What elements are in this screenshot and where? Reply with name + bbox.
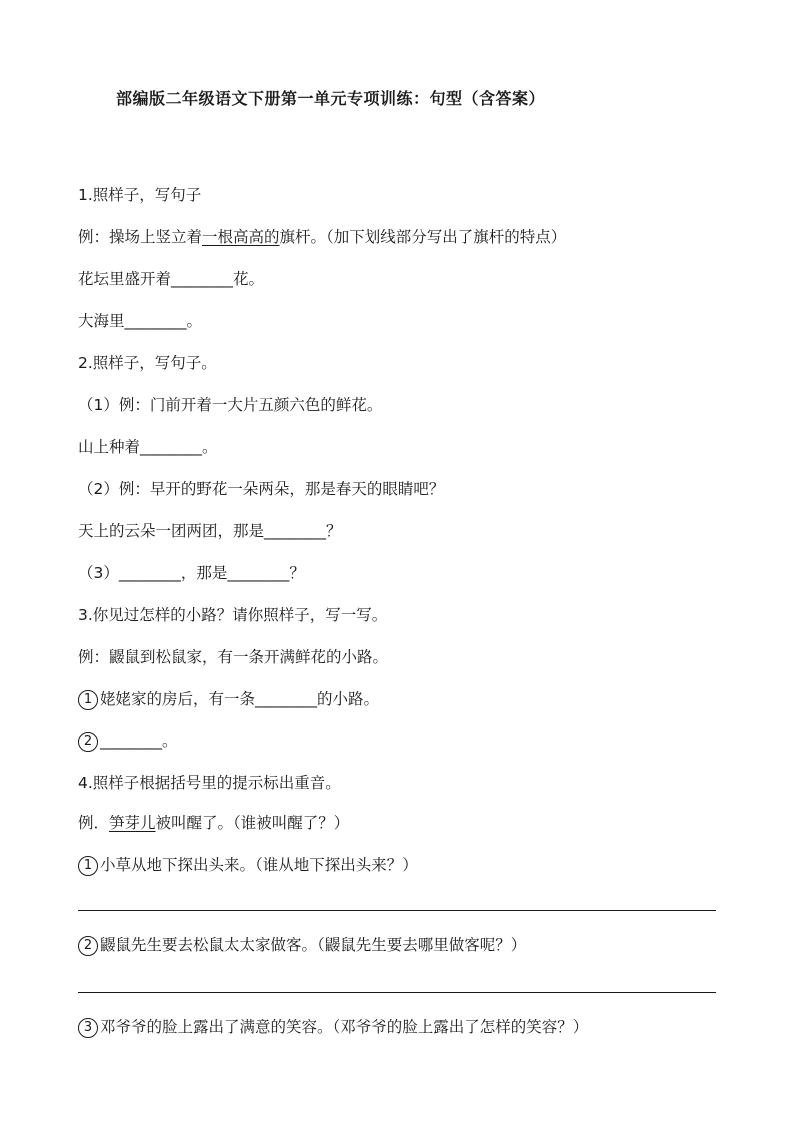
q4-example-stressed: 笋芽儿 <box>109 814 156 832</box>
circled-number-2: 2 <box>78 732 98 752</box>
q2-example1: （1）例：门前开着一大片五颜六色的鲜花。 <box>78 396 383 414</box>
q2-line3: （3）________，那是________？ <box>78 564 305 582</box>
q3-example: 例：鼹鼠到松鼠家，有一条开满鲜花的小路。 <box>78 648 389 666</box>
q1-line1: 花坛里盛开着________花。 <box>78 270 265 288</box>
q1-example-underlined: 一根高高的 <box>202 228 280 246</box>
circled-number-1: 1 <box>78 856 98 876</box>
q2-example2: （2）例：早开的野花一朵两朵，那是春天的眼睛吧？ <box>78 480 445 498</box>
q1-example-prefix: 例：操场上竖立着 <box>78 228 203 246</box>
q3-item2-text: ________。 <box>100 732 178 750</box>
q3-item1 <box>78 688 379 710</box>
q4-item3 <box>78 1016 588 1038</box>
q1-example <box>78 226 566 248</box>
q2-line1: 山上种着________。 <box>78 438 218 456</box>
circled-number-2: 2 <box>78 936 98 956</box>
q4-item2 <box>78 934 526 956</box>
answer-line-2 <box>78 992 716 993</box>
circled-number-1: 1 <box>78 690 98 710</box>
q4-item2-text: 鼹鼠先生要去松鼠太太家做客。（鼹鼠先生要去哪里做客呢？） <box>100 936 527 954</box>
q3-heading: 3.你见过怎样的小路？请你照样子，写一写。 <box>78 606 388 624</box>
q4-item3-text: 邓爷爷的脸上露出了满意的笑容。（邓爷爷的脸上露出了怎样的笑容？） <box>100 1018 589 1036</box>
answer-line-1 <box>78 910 716 911</box>
q4-item1 <box>78 854 418 876</box>
q1-heading: 1.照样子，写句子 <box>78 186 202 204</box>
q4-item1-text: 小草从地下探出头来。（谁从地下探出头来？） <box>100 856 418 874</box>
q3-item2 <box>78 730 178 752</box>
q4-heading: 4.照样子根据括号里的提示标出重音。 <box>78 774 341 792</box>
q3-item1-text: 姥姥家的房后，有一条________的小路。 <box>100 690 380 708</box>
q1-example-suffix: 旗杆。（加下划线部分写出了旗杆的特点） <box>279 228 567 246</box>
q4-example <box>78 812 349 834</box>
q2-line2: 天上的云朵一团两团，那是________？ <box>78 522 342 540</box>
q2-heading: 2.照样子，写句子。 <box>78 354 217 372</box>
circled-number-3: 3 <box>78 1018 98 1038</box>
page-title: 部编版二年级语文下册第一单元专项训练：句型（含答案） <box>116 89 546 108</box>
q4-example-suffix: 被叫醒了。（谁被叫醒了？） <box>155 814 350 832</box>
q1-line2: 大海里________。 <box>78 312 203 330</box>
q4-example-prefix: 例． <box>78 814 110 832</box>
